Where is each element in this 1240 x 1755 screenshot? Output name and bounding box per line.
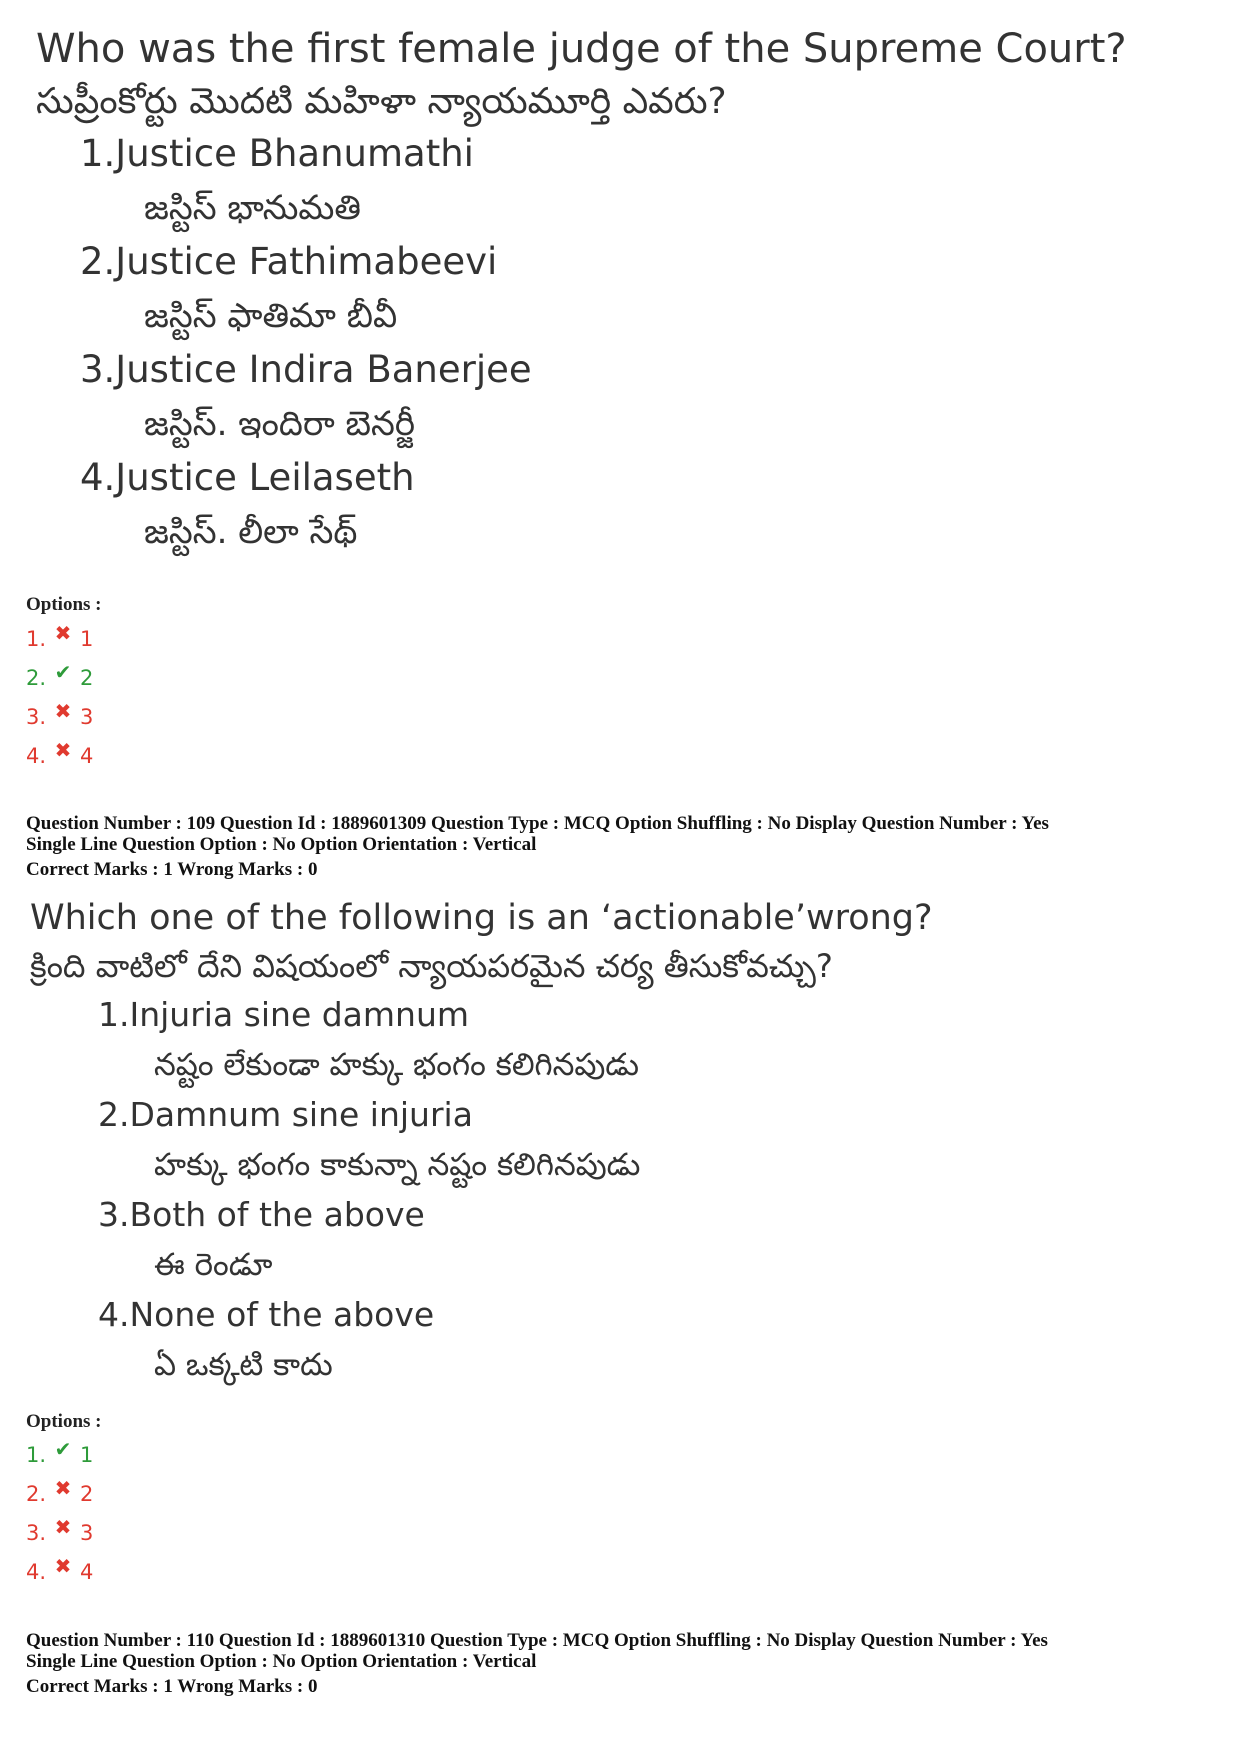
choice-4-en: 4.None of the above [98, 1295, 435, 1334]
options-list-108 [26, 620, 93, 776]
choice-2-te: జస్టిస్ ఫాతిమా బీవీ [144, 296, 398, 336]
choice-2-en: 2.Damnum sine injuria [98, 1095, 473, 1134]
cross-icon: ✖ [54, 1476, 72, 1500]
choice-1-te: నష్టం లేకుండా హక్కు భంగం కలిగినపుడు [154, 1047, 639, 1083]
option-number: 4. [26, 744, 47, 768]
choice-4-en: 4.Justice Leilaseth [80, 456, 415, 499]
option-4 [26, 737, 93, 776]
choice-2 [80, 236, 1127, 344]
option-value: 4 [80, 1560, 94, 1584]
choice-1 [98, 990, 933, 1090]
meta-line-1: Question Number : 110 Question Id : 1889601310 Question Type : MCQ Option Shuffling : No Display Question Number : Yes [26, 1630, 1048, 1651]
meta-line-1: Question Number : 109 Question Id : 1889601309 Question Type : MCQ Option Shuffling : No Display Question Number : Yes [26, 813, 1049, 834]
option-value: 2 [80, 1482, 94, 1506]
cross-icon: ✖ [54, 621, 72, 645]
choice-4 [98, 1290, 933, 1390]
cross-icon: ✖ [54, 1515, 72, 1539]
choice-3-te: జస్టిస్. ఇందిరా బెనర్జీ [144, 404, 416, 444]
option-value: 2 [80, 666, 94, 690]
cross-icon: ✖ [54, 1554, 72, 1578]
option-number: 3. [26, 705, 47, 729]
cross-icon: ✖ [54, 699, 72, 723]
option-number: 2. [26, 1482, 47, 1506]
option-4 [26, 1553, 93, 1592]
choice-1-en: 1.Justice Bhanumathi [80, 132, 474, 175]
choice-4-te: ఏ ఒక్కటి కాదు [154, 1347, 333, 1383]
meta-line-2: Single Line Question Option : No Option Orientation : Vertical [26, 834, 537, 855]
choice-1-te: జస్టిస్ భానుమతి [144, 188, 361, 228]
choice-2 [98, 1090, 933, 1190]
question-meta-110 [26, 1630, 1048, 1697]
option-value: 1 [80, 627, 94, 651]
meta-line-3: Correct Marks : 1 Wrong Marks : 0 [26, 859, 318, 880]
options-label: Options : [26, 594, 102, 615]
meta-line-2: Single Line Question Option : No Option Orientation : Vertical [26, 1651, 537, 1672]
question-108-image [36, 22, 1127, 560]
choice-3-en: 3.Both of the above [98, 1195, 425, 1234]
option-value: 3 [80, 1521, 94, 1545]
choice-3 [98, 1190, 933, 1290]
meta-line-3: Correct Marks : 1 Wrong Marks : 0 [26, 1676, 318, 1697]
question-text-te: క్రింది వాటిలో దేని విషయంలో న్యాయపరమైన చర్య తీసుకోవచ్చు? [30, 947, 833, 985]
choice-1-en: 1.Injuria sine damnum [98, 995, 470, 1034]
question-text-te: సుప్రీంకోర్టు మొదటి మహిళా న్యాయమూర్తి ఎవరు? [36, 81, 727, 122]
choice-2-te: హక్కు భంగం కాకున్నా నష్టం కలిగినపుడు [154, 1147, 641, 1183]
options-label: Options : [26, 1411, 102, 1432]
check-icon: ✔ [54, 660, 72, 684]
options-list-109 [26, 1436, 93, 1592]
option-number: 4. [26, 1560, 47, 1584]
option-number: 1. [26, 1443, 47, 1467]
question-109-image [30, 894, 933, 1390]
choice-4-te: జస్టిస్. లీలా సేథ్ [144, 512, 358, 552]
cross-icon: ✖ [54, 738, 72, 762]
check-icon: ✔ [54, 1437, 72, 1461]
option-value: 4 [80, 744, 94, 768]
option-value: 3 [80, 705, 94, 729]
question-text-en: Who was the first female judge of the Supreme Court? [36, 26, 1127, 72]
option-number: 3. [26, 1521, 47, 1545]
choice-4 [80, 452, 1127, 560]
choice-1 [80, 128, 1127, 236]
choice-3-en: 3.Justice Indira Banerjee [80, 348, 532, 391]
choice-3 [80, 344, 1127, 452]
choice-2-en: 2.Justice Fathimabeevi [80, 240, 498, 283]
option-value: 1 [80, 1443, 94, 1467]
question-meta-109 [26, 813, 1049, 880]
option-number: 2. [26, 666, 47, 690]
option-number: 1. [26, 627, 47, 651]
question-text-en: Which one of the following is an ‘actionable’wrong? [30, 898, 933, 938]
choice-3-te: ఈ రెండూ [154, 1247, 273, 1283]
